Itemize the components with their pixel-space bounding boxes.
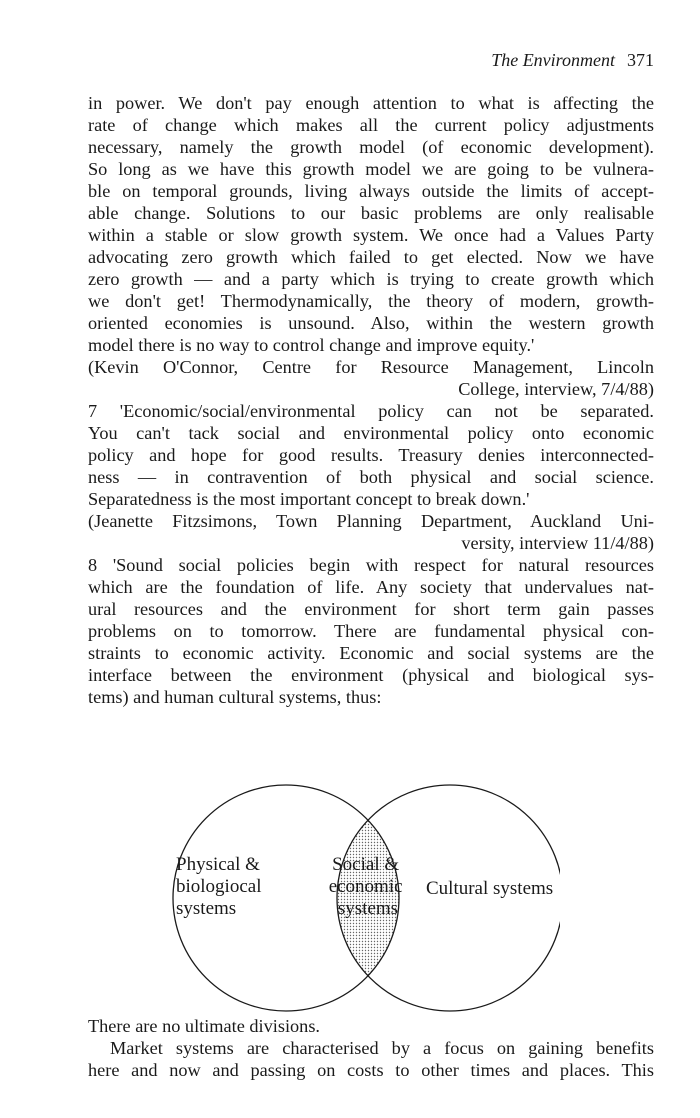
text-line: model there is no way to control change and improve equity.' (88, 335, 535, 355)
text-line: which are the foundation of life. Any society that undervalues nat- (88, 577, 654, 597)
left-label: Physical & biologiocal systems (176, 854, 262, 919)
text-line: There are no ultimate divisions. (88, 1016, 321, 1036)
text-line: advocating zero growth which failed to get elected. Now we have (88, 247, 654, 267)
text-line: within a stable or slow growth system. We once had a Values Party (88, 225, 654, 245)
venn-diagram (160, 778, 560, 1018)
citation-line: (Jeanette Fitzsimons, Town Planning Department, Auckland Uni- (88, 511, 654, 531)
running-header (491, 50, 654, 71)
text-line: Market systems are characterised by a focus on gaining benefits (110, 1038, 654, 1058)
text-line: able change. Solutions to our basic problems are only realisable (88, 203, 654, 223)
text-line: tems) and human cultural systems, thus: (88, 687, 382, 707)
citation-line: (Kevin O'Connor, Centre for Resource Management, Lincoln (88, 357, 654, 377)
text-line: zero growth — and a party which is trying to create growth which (88, 269, 654, 289)
text-line: here and now and passing on costs to other times and places. This (88, 1060, 654, 1080)
text-line: 7 'Economic/social/environmental policy can not be separated. (88, 401, 654, 421)
citation-line: College, interview, 7/4/88) (458, 379, 654, 399)
text-line: ural resources and the environment for short term gain passes (88, 599, 654, 619)
text-line: 8 'Sound social policies begin with respect for natural resources (88, 555, 654, 575)
citation-line: versity, interview 11/4/88) (461, 533, 654, 553)
body-text (88, 92, 654, 708)
center-label: Social & economic systems (328, 854, 403, 919)
text-line: necessary, namely the growth model (of economic development). (88, 137, 654, 157)
text-line: oriented economies is unsound. Also, within the western growth (88, 313, 654, 333)
closing-text (88, 1015, 654, 1081)
text-line: ble on temporal grounds, living always outside the limits of accept- (88, 181, 654, 201)
text-line: interface between the environment (physical and biological sys- (88, 665, 654, 685)
text-line: Separatedness is the most important concept to break down.' (88, 489, 530, 509)
text-line: straints to economic activity. Economic and social systems are the (88, 643, 654, 663)
text-line: in power. We don't pay enough attention to what is affecting the (88, 93, 654, 113)
text-line: problems on to tomorrow. There are fundamental physical con- (88, 621, 654, 641)
text-line: rate of change which makes all the current policy adjustments (88, 115, 654, 135)
text-line: ness — in contravention of both physical and social science. (88, 467, 654, 487)
page-number: 371 (627, 50, 654, 70)
text-line: You can't tack social and environmental policy onto economic (88, 423, 654, 443)
text-line: So long as we have this growth model we are going to be vulnera- (88, 159, 654, 179)
text-line: we don't get! Thermodynamically, the theory of modern, growth- (88, 291, 654, 311)
right-label: Cultural systems (426, 878, 554, 899)
text-line: policy and hope for good results. Treasury denies interconnected- (88, 445, 654, 465)
chapter-title: The Environment (491, 50, 615, 70)
